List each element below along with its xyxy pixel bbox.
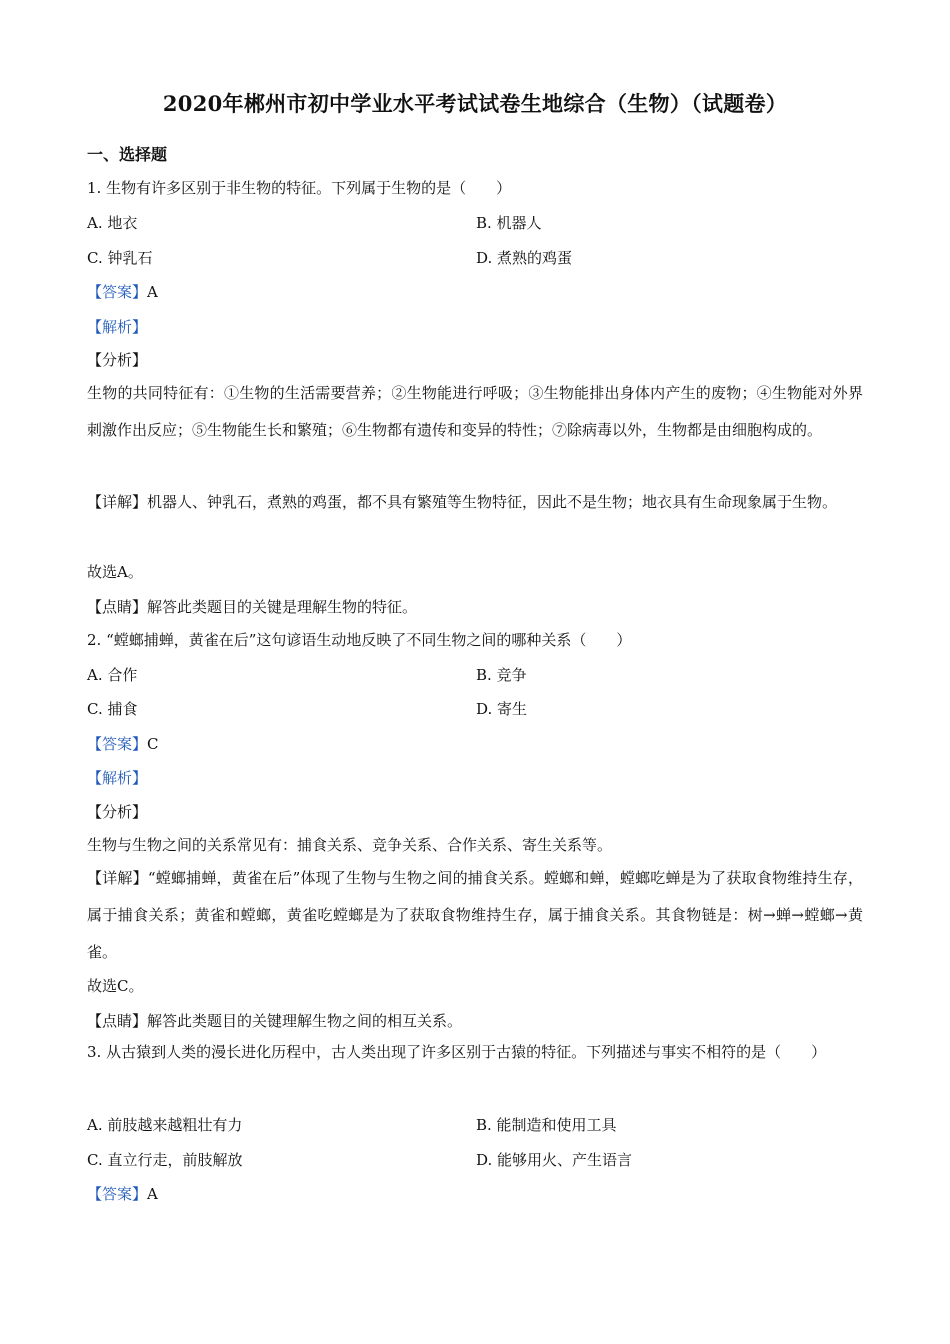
question-1-analysis-label: [87, 316, 147, 338]
question-3-answer: [87, 1183, 158, 1205]
question-2-guxuan: 故选C。: [87, 977, 144, 995]
answer-tag: 【答案】: [87, 1185, 148, 1203]
xiangjie-text: 机器人、钟乳石，煮熟的鸡蛋，都不具有繁殖等生物特征，因此不是生物；地衣具有生命现象属于生物。: [147, 493, 838, 511]
question-2-answer: [87, 733, 159, 755]
analysis-tag: 【解析】: [87, 769, 148, 787]
question-1-fenxi-text: 生物的共同特征有：①生物的生活需要营养；②生物能进行呼吸；③生物能排出身体内产生的废物；④生物能对外界刺激作出反应；⑤生物能生长和繁殖；⑥生物都有遗传和变异的特性；⑦除病毒以外，生物都是由细胞构成的。: [87, 384, 863, 439]
answer-value: A: [147, 1185, 158, 1203]
question-2-option-c: C. 捕食: [87, 700, 138, 718]
question-3-option-d: D. 能够用火、产生语言: [476, 1151, 633, 1169]
answer-value: C: [147, 735, 159, 753]
question-2-dianjing: [87, 1010, 462, 1032]
answer-value: A: [147, 283, 158, 301]
question-1-answer: [87, 281, 158, 303]
question-3-stem: 3. 从古猿到人类的漫长进化历程中，古人类出现了许多区别于古猿的特征。下列描述与事实不相符的是（ ）: [87, 1043, 827, 1061]
question-2-option-b: B. 竞争: [476, 666, 527, 684]
dianjing-tag: 【点睛】: [87, 598, 148, 616]
question-1-option-a: A. 地衣: [87, 214, 138, 232]
analysis-tag: 【解析】: [87, 318, 148, 336]
xiangjie-tag: 【详解】: [87, 493, 148, 511]
question-1-option-d: D. 煮熟的鸡蛋: [476, 249, 573, 267]
question-2-stem: 2. “螳螂捕蝉，黄雀在后”这句谚语生动地反映了不同生物之间的哪种关系（ ）: [87, 631, 632, 649]
question-2-analysis-label: [87, 767, 147, 789]
question-1-option-c: C. 钟乳石: [87, 249, 153, 267]
xiangjie-tag: 【详解】: [87, 869, 148, 887]
dianjing-text: 解答此类题目的关键是理解生物的特征。: [147, 598, 418, 616]
question-3-option-a: A. 前肢越来越粗壮有力: [87, 1116, 243, 1134]
answer-tag: 【答案】: [87, 735, 148, 753]
dianjing-tag: 【点睛】: [87, 1012, 148, 1030]
question-3-option-c: C. 直立行走，前肢解放: [87, 1151, 243, 1169]
answer-tag: 【答案】: [87, 283, 148, 301]
question-2-fenxi-text: 生物与生物之间的关系常见有：捕食关系、竞争关系、合作关系、寄生关系等。: [87, 836, 613, 854]
question-2-option-a: A. 合作: [87, 666, 138, 684]
dianjing-text: 解答此类题目的关键理解生物之间的相互关系。: [147, 1012, 463, 1030]
xiangjie-text: “螳螂捕蝉，黄雀在后”体现了生物与生物之间的捕食关系。螳螂和蝉，螳螂吃蝉是为了获取食物维持生存，属于捕食关系；黄雀和螳螂，黄雀吃螳螂是为了获取食物维持生存，属于捕食关系。其食物链是：树→蝉→螳螂→黄雀。: [87, 869, 863, 961]
question-1-guxuan: 故选A。: [87, 563, 143, 581]
question-1-xiangjie: [87, 484, 863, 521]
document-title: 2020年郴州市初中学业水平考试试卷生地综合（生物）（试题卷）: [162, 91, 788, 116]
question-2-fenxi-label: 【分析】: [87, 803, 148, 821]
question-1-fenxi-label: 【分析】: [87, 351, 148, 369]
question-2-xiangjie: [87, 860, 863, 971]
section-heading: 一、选择题: [87, 145, 168, 164]
question-2-option-d: D. 寄生: [476, 700, 528, 718]
question-1-dianjing: [87, 596, 417, 618]
question-3-option-b: B. 能制造和使用工具: [476, 1116, 617, 1134]
question-1-stem: 1. 生物有许多区别于非生物的特征。下列属于生物的是（ ）: [87, 179, 512, 197]
question-1-option-b: B. 机器人: [476, 214, 542, 232]
